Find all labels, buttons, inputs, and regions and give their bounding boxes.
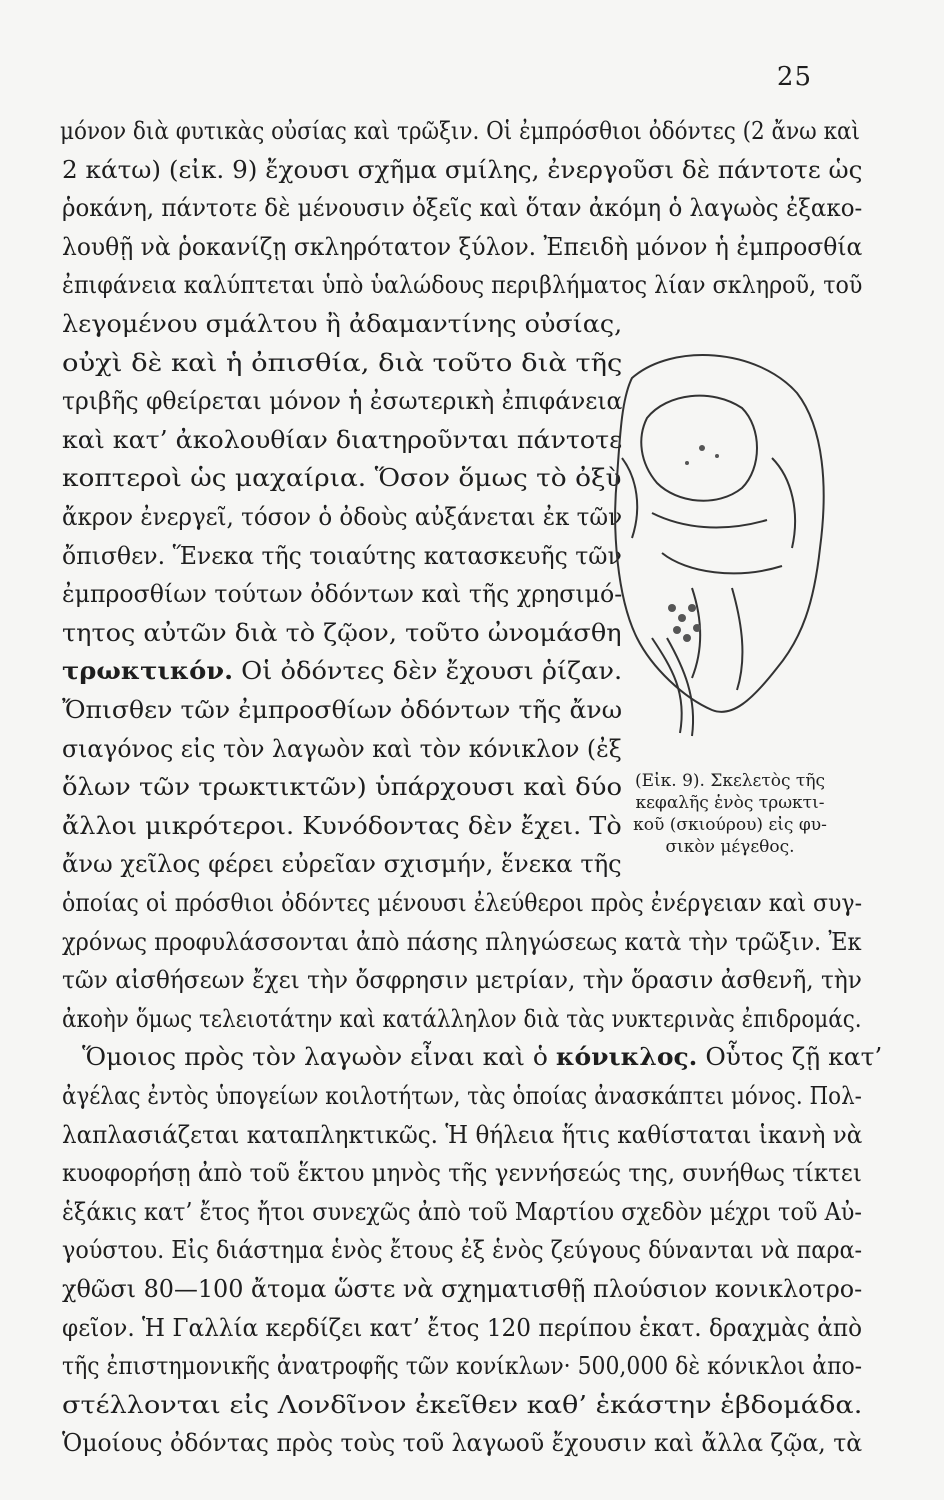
text-line: ῥοκάνη, πάντοτε δὲ μένουσιν ὀξεῖς καὶ ὅταν ἀκόμη ὁ λαγωὸς ἐξακο- bbox=[62, 194, 863, 223]
figure-caption bbox=[605, 770, 855, 858]
text-line: σιαγόνος εἰς τὸν λαγωὸν καὶ τὸν κόνικλον (ἐξ bbox=[62, 734, 622, 763]
bold-term-rabbit: κόνικλος. bbox=[555, 1042, 698, 1072]
text-line: χθῶσι 80—100 ἄτομα ὥστε νὰ σχηματισθῇ πλούσιον κονικλοτρο- bbox=[62, 1275, 863, 1303]
text-line: τῆς ἐπιστημονικῆς ἀνατροφῆς τῶν κονίκλων· 500,000 δὲ κόνικλοι ἀπο- bbox=[62, 1352, 863, 1381]
text-line: τητος αὐτῶν διὰ τὸ ζῷον, τοῦτο ὠνομάσθη bbox=[62, 618, 622, 647]
text-line: ἄκρον ἐνεργεῖ, τόσον ὁ ὀδοὺς αὐξάνεται ἐκ τῶν bbox=[62, 503, 623, 531]
text-line: ἀκοὴν ὅμως τελειοτάτην καὶ κατάλληλον διὰ τὰς νυκτερινὰς ἐπιδρομάς. bbox=[62, 1004, 862, 1033]
text-line: ὄπισθεν. Ἕνεκα τῆς τοιαύτης κατασκευῆς τῶν bbox=[62, 541, 622, 570]
text-line: λαπλασιάζεται καταπληκτικῶς. Ἡ θήλεια ἥτις καθίσταται ἱκανὴ νὰ bbox=[62, 1120, 863, 1149]
text-line: οὐχὶ δὲ καὶ ἡ ὀπισθία, διὰ τοῦτο διὰ τῆς bbox=[62, 348, 623, 377]
text-line: γούστου. Εἰς διάστημα ἑνὸς ἔτους ἐξ ἑνὸς ζεύγους δύνανται νὰ παρα- bbox=[62, 1236, 863, 1265]
caption-line: (Εἰκ. 9). Σκελετὸς τῆς bbox=[634, 771, 826, 791]
text-line: ἄνω χεῖλος φέρει εὐρεῖαν σχισμήν, ἕνεκα τῆς bbox=[62, 850, 622, 879]
text-line: λεγομένου σμάλτου ἢ ἀδαμαντίνης οὐσίας, bbox=[62, 310, 623, 338]
text-line: ὅλων τῶν τρωκτικτῶν) ὑπάρχουσι καὶ δύο bbox=[62, 773, 623, 802]
text-line: 2 κάτω) (εἰκ. 9) ἔχουσι σχῆμα σμίλης, ἐνεργοῦσι δὲ πάντοτε ὡς bbox=[62, 155, 863, 184]
bold-term-rodent: τρωκτικόν. bbox=[62, 656, 234, 686]
text-line: μόνον διὰ φυτικὰς οὐσίας καὶ τρῶξιν. Οἱ ἐμπρόσθιοι ὀδόντες (2 ἄνω καὶ bbox=[60, 117, 860, 145]
text-line: στέλλονται εἰς Λονδῖνον ἐκεῖθεν καθ’ ἑκάστην ἑβδομάδα. bbox=[62, 1390, 863, 1419]
text-line: Ὁμοίους ὀδόντας πρὸς τοὺς τοῦ λαγωοῦ ἔχουσιν καὶ ἄλλα ζῷα, τὰ bbox=[62, 1429, 863, 1458]
text-line bbox=[62, 656, 622, 686]
caption-line: κεφαλῆς ἑνὸς τρωκτι- bbox=[635, 793, 825, 813]
skull-drawing bbox=[592, 338, 832, 748]
text-line: ὁποίας οἱ πρόσθιοι ὀδόντες μένουσι ἐλεύθεροι πρὸς ἐνέργειαν καὶ συγ- bbox=[62, 889, 863, 917]
caption-line: σικὸν μέγεθος. bbox=[665, 837, 795, 857]
rodent-skull-illustration bbox=[592, 338, 832, 748]
text-line: ἐμπροσθίων τούτων ὀδόντων καὶ τῆς χρησιμό- bbox=[62, 580, 623, 609]
text-line: ἀγέλας ἐντὸς ὑπογείων κοιλοτήτων, τὰς ὁποίας ἀνασκάπτει μόνος. Πολ- bbox=[62, 1082, 862, 1110]
text-segment: Οὗτος ζῇ κατ’ bbox=[697, 1043, 883, 1072]
caption-line: κοῦ (σκιούρου) εἰς φυ- bbox=[633, 815, 827, 835]
text-line: ἐπιφάνεια καλύπτεται ὑπὸ ὑαλώδους περιβλήματος λίαν σκληροῦ, τοῦ bbox=[62, 271, 863, 300]
text-line: καὶ κατ’ ἀκολουθίαν διατηροῦνται πάντοτε bbox=[62, 425, 623, 454]
text-line bbox=[82, 1042, 882, 1072]
text-line: κυοφορήσῃ ἀπὸ τοῦ ἕκτου μηνὸς τῆς γεννήσεώς της, συνήθως τίκτει bbox=[62, 1159, 862, 1188]
text-line: τῶν αἰσθήσεων ἔχει τὴν ὄσφρησιν μετρίαν, τὴν ὅρασιν ἀσθενῆ, τὴν bbox=[62, 966, 862, 995]
text-line: χρόνως προφυλάσσονται ἀπὸ πάσης πληγώσεως κατὰ τὴν τρῶξιν. Ἐκ bbox=[62, 927, 862, 956]
text-line: Ὄπισθεν τῶν ἐμπροσθίων ὀδόντων τῆς ἄνω bbox=[62, 696, 623, 724]
text-line: ἑξάκις κατ’ ἔτος ἤτοι συνεχῶς ἀπὸ τοῦ Μαρτίου σχεδὸν μέχρι τοῦ Αὐ- bbox=[62, 1197, 862, 1226]
text-line: φεῖον. Ἡ Γαλλία κερδίζει κατ’ ἔτος 120 περίπου ἑκατ. δραχμὰς ἀπὸ bbox=[62, 1313, 863, 1342]
text-line: ἄλλοι μικρότεροι. Κυνόδοντας δὲν ἔχει. Τὸ bbox=[62, 811, 622, 840]
text-segment: Οἱ ὀδόντες δὲν ἔχουσι ῥίζαν. bbox=[233, 657, 623, 686]
text-line: κοπτεροὶ ὡς μαχαίρια. Ὅσον ὅμως τὸ ὀξὺ bbox=[62, 464, 622, 493]
text-line: λουθῇ νὰ ῥοκανίζῃ σκληρότατον ξύλον. Ἐπειδὴ μόνον ἡ ἐμπροσθία bbox=[62, 232, 863, 261]
text-segment: Ὅμοιος πρὸς τὸν λαγωὸν εἶναι καὶ ὁ bbox=[82, 1043, 556, 1072]
text-line: τριβῆς φθείρεται μόνον ἡ ἐσωτερικὴ ἐπιφάνεια bbox=[62, 387, 623, 416]
page-number: 25 bbox=[776, 62, 812, 92]
